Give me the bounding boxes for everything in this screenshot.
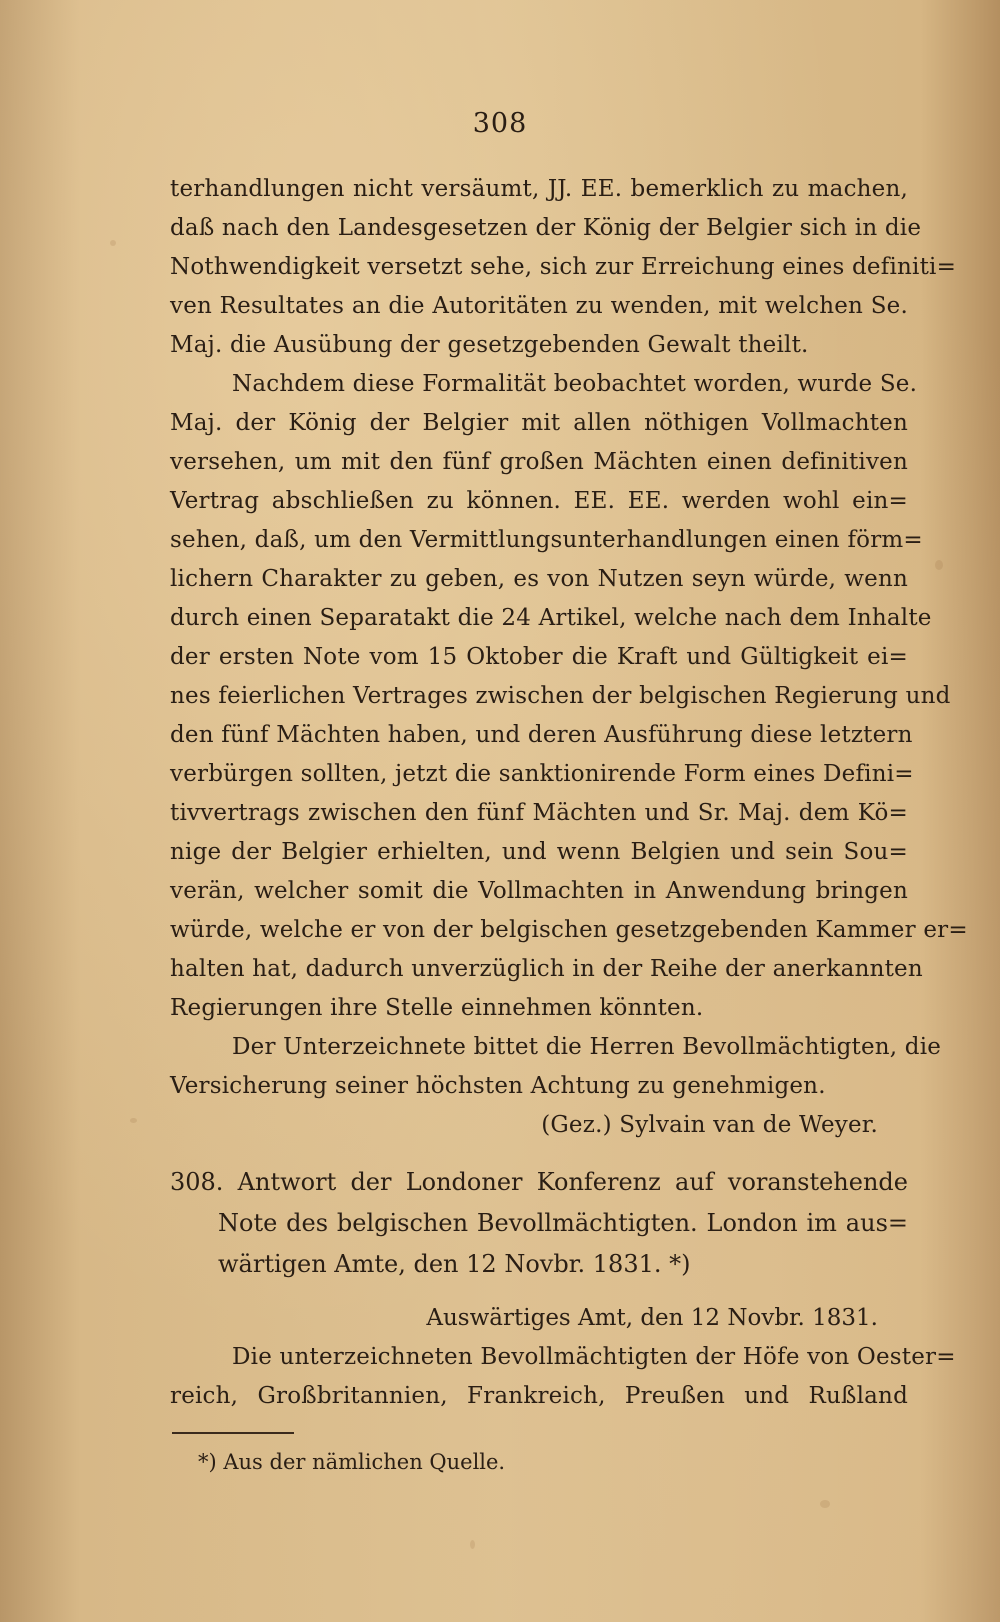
text-line: Nachdem diese Formalität beobachtet worden, wurde Se. — [232, 371, 918, 397]
text-line: Der Unterzeichnete bittet die Herren Bevollmächtigten, die — [232, 1034, 942, 1060]
text-line: Maj. die Ausübung der gesetzgebenden Gewalt theilt. — [170, 332, 809, 358]
paper-stain — [470, 1540, 475, 1549]
dateline: Auswärtiges Amt, den 12 Novbr. 1831. — [426, 1305, 878, 1331]
paper-stain — [820, 1500, 830, 1508]
text-line: verbürgen sollten, jetzt die sanktionirende Form eines Defini= — [170, 761, 914, 787]
text-line: Die unterzeichneten Bevollmächtigten der Höfe von Oester= — [232, 1344, 956, 1370]
text-line: durch einen Separatakt die 24 Artikel, welche nach dem Inhalte — [170, 605, 932, 631]
heading-line: Note des belgischen Bevollmächtigten. London im aus= — [218, 1209, 908, 1237]
section-heading — [170, 1162, 908, 1285]
footnote: *) Aus der nämlichen Quelle. — [198, 1450, 506, 1474]
paper-stain — [935, 560, 943, 570]
text-line: daß nach den Landesgesetzen der König der Belgier sich in die — [170, 215, 922, 241]
text-line: Vertrag abschließen zu können. EE. EE. werden wohl ein= — [170, 488, 908, 514]
text-line: lichern Charakter zu geben, es von Nutzen seyn würde, wenn — [170, 566, 908, 592]
page-number: 308 — [472, 108, 528, 139]
text-line: tivvertrags zwischen den fünf Mächten und Sr. Maj. dem Kö= — [170, 800, 908, 826]
text-line: sehen, daß, um den Vermittlungsunterhandlungen einen förm= — [170, 527, 923, 553]
text-line: verän, welcher somit die Vollmachten in Anwendung bringen — [170, 878, 908, 904]
heading-line: wärtigen Amte, den 12 Novbr. 1831. *) — [218, 1250, 691, 1278]
heading-line: 308. Antwort der Londoner Konferenz auf voranstehende — [170, 1168, 908, 1196]
section-body — [170, 1338, 956, 1416]
main-text — [170, 170, 968, 1145]
footnote-rule — [172, 1432, 294, 1434]
text-line: ven Resultates an die Autoritäten zu wenden, mit welchen Se. — [170, 293, 908, 319]
text-line: Nothwendigkeit versetzt sehe, sich zur Erreichung eines definiti= — [170, 254, 957, 280]
text-line: Regierungen ihre Stelle einnehmen könnten. — [170, 995, 704, 1021]
text-line: den fünf Mächten haben, und deren Ausführung diese letztern — [170, 722, 913, 748]
text-line: Maj. der König der Belgier mit allen nöthigen Vollmachten — [170, 410, 908, 436]
paper-stain — [130, 1118, 137, 1123]
text-line: der ersten Note vom 15 Oktober die Kraft und Gültigkeit ei= — [170, 644, 908, 670]
text-line: reich, Großbritannien, Frankreich, Preußen und Rußland — [170, 1383, 908, 1409]
text-line: terhandlungen nicht versäumt, JJ. EE. bemerklich zu machen, — [170, 176, 908, 202]
paper-stain — [110, 240, 116, 246]
signature-line: (Gez.) Sylvain van de Weyer. — [541, 1112, 878, 1138]
text-line: versehen, um mit den fünf großen Mächten einen definitiven — [170, 449, 908, 475]
text-line: nige der Belgier erhielten, und wenn Belgien und sein Sou= — [170, 839, 908, 865]
text-line: Versicherung seiner höchsten Achtung zu genehmigen. — [170, 1073, 826, 1099]
text-line: halten hat, dadurch unverzüglich in der Reihe der anerkannten — [170, 956, 923, 982]
text-line: würde, welche er von der belgischen gesetzgebenden Kammer er= — [170, 917, 968, 943]
text-line: nes feierlichen Vertrages zwischen der belgischen Regierung und — [170, 683, 951, 709]
